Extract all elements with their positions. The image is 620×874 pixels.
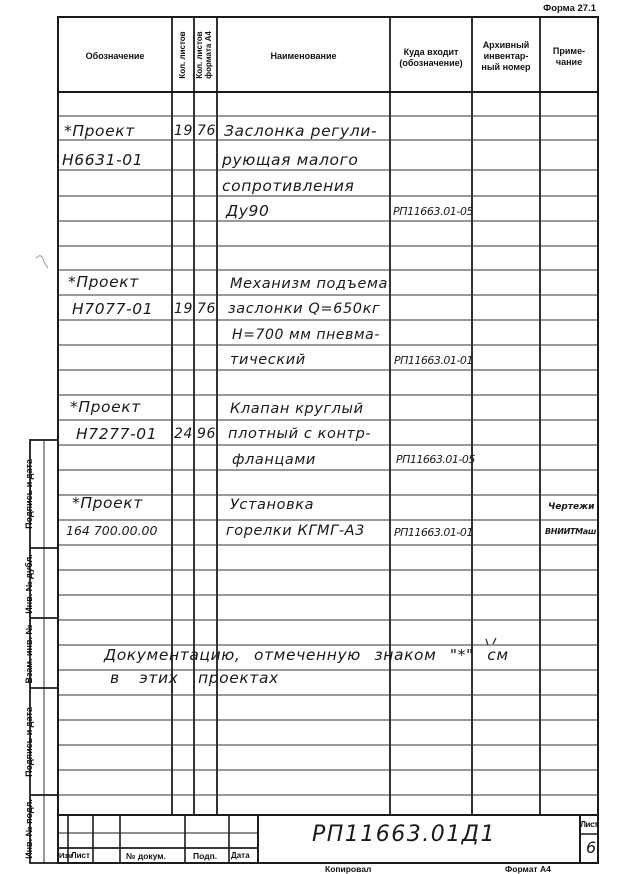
title-col-sign: Подп. — [193, 851, 218, 861]
form-label: Форма 27.1 — [543, 3, 596, 14]
side-stamp-sign-date-2: Подпись и дата — [24, 459, 34, 529]
entry-3-name-line-2: плотный с контр- — [228, 426, 372, 442]
header-sheets-count: Кол. листов — [178, 31, 187, 79]
entry-3-designation-code: Н7277-01 — [76, 425, 158, 443]
sheet-number: 6 — [586, 838, 597, 857]
entry-1-name-line-1: Заслонка регули- — [224, 122, 378, 140]
header-a4-sheets: Кол. листов формата А4 — [195, 31, 213, 79]
copied-label: Копировал — [325, 864, 372, 874]
entry-1-designation-label: *Проект — [64, 122, 135, 140]
format-label: Формат А4 — [505, 864, 551, 874]
entry-4-designation-label: *Проект — [72, 494, 143, 512]
entry-2-sheets: 19 — [174, 301, 194, 317]
entry-1-designation-code: Н6631-01 — [62, 151, 144, 169]
side-stamp-sign-date-1: Подпись и дата — [24, 707, 34, 777]
entry-3-name-line-3: фланцами — [232, 452, 316, 468]
title-col-date: Дата — [231, 851, 250, 860]
entry-3-sheets: 24 — [174, 426, 194, 442]
entry-1-name-line-3: сопротивления — [222, 177, 355, 195]
entry-2-name-line-2: заслонки Q=650кг — [228, 301, 381, 317]
document-code: РП11663.01Д1 — [312, 822, 496, 847]
title-col-sheet: Лист — [71, 851, 90, 860]
footnote-line-1: Документацию, отмеченную знаком "*" см — [104, 646, 509, 664]
entry-2-name-line-1: Механизм подъема — [230, 276, 389, 292]
footnote-line-2: в этих проектах — [110, 669, 279, 687]
entry-3-where-used: РП11663.01-05 — [396, 453, 475, 466]
header-name: Наименование — [270, 51, 337, 61]
entry-2-where-used: РП11663.01-01 — [394, 354, 473, 367]
entry-4-note-line-2: ВНИИТМаш — [545, 527, 597, 536]
side-stamp-inv-dup: Инв. № дубл. — [24, 554, 34, 614]
title-col-change: Изм — [59, 851, 73, 860]
entry-4-name-line-1: Установка — [230, 497, 315, 513]
side-stamp-inv-orig: Инв. № подл. — [24, 799, 34, 859]
entry-2-designation-label: *Проект — [68, 273, 139, 291]
entry-2-a4: 76 — [197, 301, 217, 317]
title-col-doc: № докум. — [126, 851, 166, 861]
entry-3-a4: 96 — [197, 426, 217, 442]
entry-1-name-line-4: Ду90 — [226, 202, 270, 220]
entry-4-note-line-1: Чертежи — [548, 502, 595, 512]
header-designation: Обозначение — [85, 51, 145, 61]
entry-2-designation-code: Н7077-01 — [72, 300, 154, 318]
entry-1-a4: 76 — [197, 123, 217, 139]
entry-1-sheets: 19 — [174, 123, 194, 139]
sheet-label: Лист — [580, 820, 598, 829]
entry-4-where-used: РП11663.01-01 — [394, 526, 473, 539]
entry-2-name-line-3: Н=700 мм пневма- — [232, 327, 380, 343]
entry-1-name-line-2: рующая малого — [222, 151, 359, 169]
entry-4-designation-code: 164 700.00.00 — [66, 523, 158, 538]
entry-3-designation-label: *Проект — [70, 398, 141, 416]
entry-4-name-line-2: горелки КГМГ-А3 — [226, 523, 366, 539]
header-where-used: Куда входит (обозначение) — [399, 47, 463, 68]
side-stamp-replaces-inv: Взам. инв. № — [24, 624, 34, 684]
header-archive-number: Архивный инвентар- ный номер — [481, 40, 531, 72]
entry-3-name-line-1: Клапан круглый — [230, 401, 364, 417]
entry-2-name-line-4: тический — [230, 352, 306, 368]
header-note: Приме- чание — [552, 46, 586, 67]
entry-1-where-used: РП11663.01-05 — [393, 205, 474, 218]
